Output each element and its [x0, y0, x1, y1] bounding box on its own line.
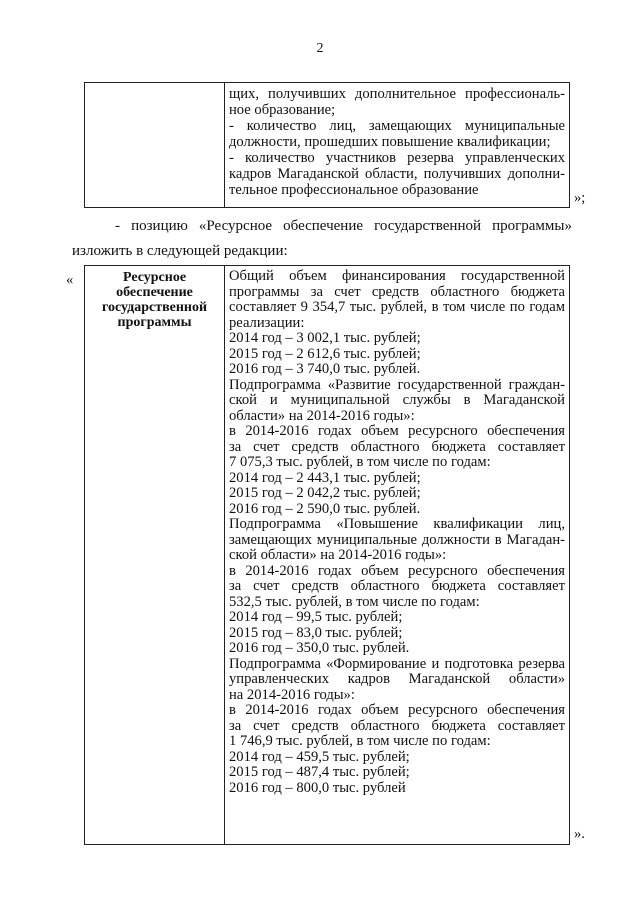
text-line: Подпрограмма «Формирование и подготовка резерва	[229, 655, 565, 672]
text-line: реализации:	[229, 314, 305, 331]
text-line: в 2014-2016 годах объем ресурсного обеспечения	[229, 423, 565, 439]
text-line: 2014 год – 459,5 тыс. рублей;	[229, 748, 410, 765]
top-table-right-cell	[229, 86, 565, 198]
header-line: государственной	[101, 300, 208, 315]
text-line: программы за счет средств областного бюджета	[229, 283, 565, 300]
resource-table-header	[85, 270, 224, 330]
top-table-closing-quote: »;	[574, 190, 586, 206]
text-line: 1 746,9 тыс. рублей, в том числе по годам:	[229, 733, 491, 749]
instruction-line-2: изложить в следующей редакции:	[72, 243, 288, 259]
text-line: на 2014-2016 годы»:	[229, 686, 355, 703]
text-line: 2014 год – 99,5 тыс. рублей;	[229, 609, 403, 625]
text-line: составляет 9 354,7 тыс. рублей, в том числе по годам	[229, 299, 565, 315]
top-table	[84, 82, 570, 208]
text-line: управленческих кадров Магаданской области»	[229, 671, 565, 687]
text-line: 7 075,3 тыс. рублей, в том числе по годам:	[229, 454, 491, 470]
text-line: 2016 год – 800,0 тыс. рублей	[229, 779, 406, 796]
header-line: обеспечение	[116, 285, 193, 300]
text-line: за счет средств областного бюджета составляет	[229, 717, 565, 734]
text-line: тельное профессиональное образование	[229, 182, 479, 198]
text-line: за счет средств областного бюджета составляет	[229, 438, 565, 455]
text-line: ской области» на 2014-2016 годы»:	[229, 547, 447, 563]
text-line: должности, прошедших повышение квалификации;	[229, 134, 551, 150]
top-table-left-cell	[85, 83, 225, 207]
text-line: - количество лиц, замещающих муниципальные	[229, 118, 565, 134]
text-line: 2015 год – 2 612,6 тыс. рублей;	[229, 345, 421, 362]
text-line: в 2014-2016 годах объем ресурсного обеспечения	[229, 702, 565, 718]
page-number: 2	[316, 41, 324, 56]
text-line: 2015 год – 2 042,2 тыс. рублей;	[229, 485, 421, 501]
text-line: 532,5 тыс. рублей, в том числе по годам:	[229, 593, 480, 610]
text-line: кадров Магаданской области, получивших дополни-	[229, 166, 565, 182]
text-line: области» на 2014-2016 годы»:	[229, 407, 415, 424]
text-line: 2016 год – 2 590,0 тыс. рублей.	[229, 500, 421, 517]
text-line: в 2014-2016 годах объем ресурсного обеспечения	[229, 562, 565, 579]
text-line: ное образование;	[229, 102, 336, 118]
text-line: 2014 год – 3 002,1 тыс. рублей;	[229, 330, 421, 346]
text-line: ской и муниципальной службы в Магаданской	[229, 392, 565, 408]
text-line: 2016 год – 3 740,0 тыс. рублей.	[229, 361, 421, 377]
resource-table-header-cell	[85, 266, 225, 844]
instruction-paragraph	[115, 217, 575, 235]
text-line: щих, получивших дополнительное профессиональ-	[229, 86, 565, 102]
resource-table-content-cell	[229, 269, 565, 796]
text-line: 2015 год – 487,4 тыс. рублей;	[229, 764, 410, 780]
resource-table-open-quote: «	[66, 272, 74, 288]
resource-table	[84, 265, 570, 845]
header-line: программы	[117, 315, 192, 330]
resource-table-closing-quote: ».	[574, 826, 585, 842]
header-line: Ресурсное	[122, 270, 187, 285]
text-line: 2016 год – 350,0 тыс. рублей.	[229, 640, 410, 656]
text-line: 2015 год – 83,0 тыс. рублей;	[229, 624, 403, 641]
text-line: Общий объем финансирования государственной	[229, 268, 565, 284]
text-line: за счет средств областного бюджета составляет	[229, 578, 565, 594]
instruction-line-1: - позицию «Ресурсное обеспечение государственной программы»	[115, 218, 572, 234]
text-line: Подпрограмма «Развитие государственной граждан-	[229, 376, 565, 393]
text-line: - количество участников резерва управленческих	[229, 150, 565, 166]
text-line: 2014 год – 2 443,1 тыс. рублей;	[229, 469, 421, 486]
text-line: Подпрограмма «Повышение квалификации лиц,	[229, 516, 565, 532]
text-line: замещающих муниципальные должности в Магадан-	[229, 531, 565, 548]
